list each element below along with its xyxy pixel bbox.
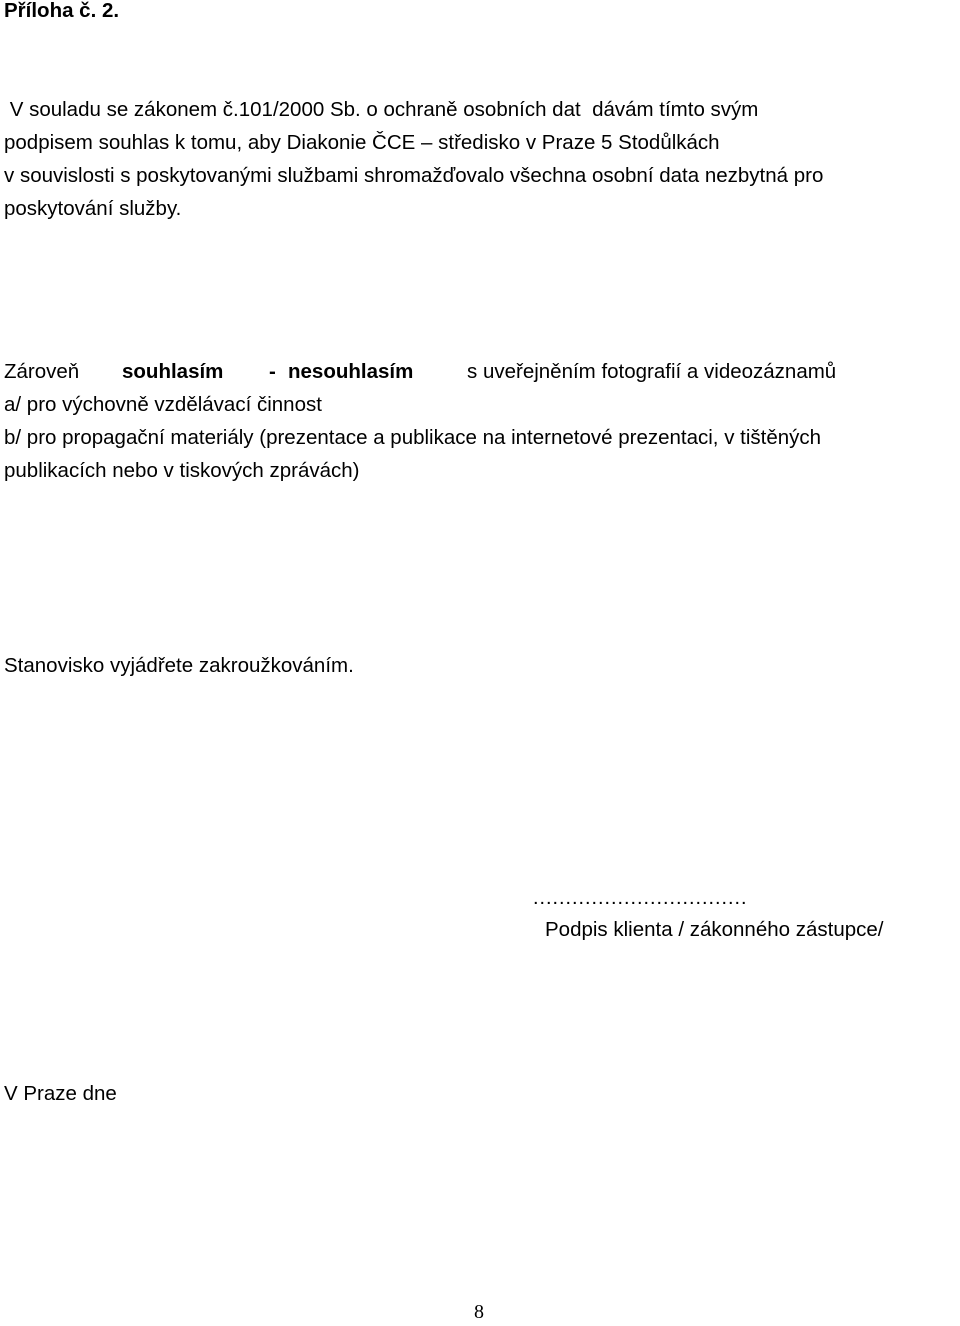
consent-item-a: a/ pro výchovně vzdělávací činnost bbox=[4, 393, 322, 416]
signature-line: …………………………… bbox=[532, 886, 747, 909]
consent-item-b: b/ pro propagační materiály (prezentace a publikace na internetové prezentaci, v tištěných bbox=[4, 426, 822, 449]
attachment-heading: Příloha č. 2. bbox=[4, 0, 120, 22]
intro-line: poskytování služby. bbox=[4, 197, 182, 220]
consent-prefix: Zároveň bbox=[4, 360, 80, 383]
consent-item-b-continued: publikacích nebo v tiskových zprávách) bbox=[4, 459, 360, 482]
option-separator: - bbox=[269, 360, 276, 383]
intro-line: v souvislosti s poskytovanými službami shromažďovalo všechna osobní data nezbytná pro bbox=[4, 164, 824, 187]
consent-choice-line bbox=[4, 355, 837, 388]
intro-paragraph bbox=[4, 93, 960, 225]
place-date-label: V Praze dne bbox=[4, 1082, 117, 1105]
signature-label: Podpis klienta / zákonného zástupce/ bbox=[545, 918, 884, 941]
intro-line: podpisem souhlas k tomu, aby Diakonie ČCE – středisko v Praze 5 Stodůlkách bbox=[4, 131, 720, 154]
consent-subject: s uveřejněním fotografií a videozáznamů bbox=[467, 360, 837, 383]
page-number: 8 bbox=[474, 1301, 484, 1323]
intro-line: V souladu se zákonem č.101/2000 Sb. o ochraně osobních dat dávám tímto svým bbox=[4, 98, 759, 121]
disagree-option[interactable]: nesouhlasím bbox=[288, 360, 414, 383]
instruction-text: Stanovisko vyjádřete zakroužkováním. bbox=[4, 654, 354, 677]
agree-option[interactable]: souhlasím bbox=[122, 360, 224, 383]
